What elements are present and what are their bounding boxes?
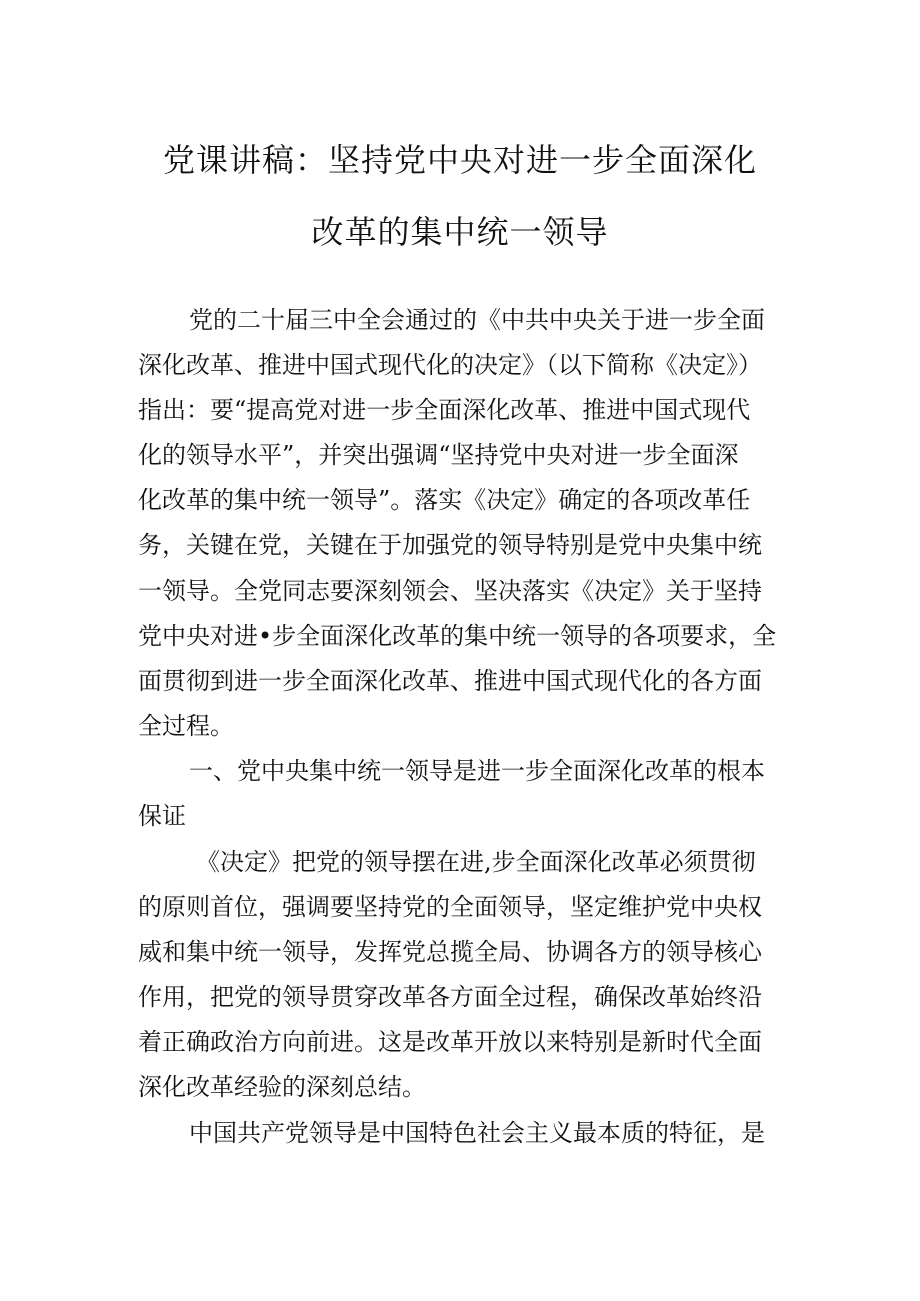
document-title-line-2: 改革的集中统一领导 <box>311 213 609 251</box>
document-title-line-1: 党课讲稿：坚持党中央对进一步全面深化 <box>162 141 757 179</box>
paragraph-line: 化的领导水平”，并突出强调“坚持党中央对进一步全面深 <box>138 441 739 469</box>
paragraph-line: 全过程。 <box>138 712 234 740</box>
paragraph-line: 中国共产党领导是中国特色社会主义最本质的特征，是 <box>189 1119 765 1147</box>
paragraph-line: 化改革的集中统一领导”。落实《决定》确定的各项改革任 <box>138 486 751 514</box>
section-heading-line: 保证 <box>138 802 186 830</box>
paragraph-line: 党的二十届三中全会通过的《中共中央关于进一步全面 <box>189 306 765 334</box>
paragraph-line: 指出：要“提高党对进一步全面深化改革、推进中国式现代 <box>138 396 751 424</box>
paragraph-line: 威和集中统一领导，发挥党总揽全局、协调各方的领导核心 <box>138 938 762 966</box>
section-heading-line: 一、党中央集中统一领导是进一步全面深化改革的根本 <box>189 757 765 785</box>
paragraph-line: 作用，把党的领导贯穿改革各方面全过程，确保改革始终沿 <box>138 983 762 1011</box>
paragraph-line: 党中央对进•步全面深化改革的集中统一领导的各项要求，全 <box>138 622 777 650</box>
paragraph-line: 深化改革经验的深刻总结。 <box>138 1073 426 1101</box>
paragraph-line: 着正确政治方向前进。这是改革开放以来特别是新时代全面 <box>138 1028 762 1056</box>
paragraph-line: 深化改革、推进中国式现代化的决定》（以下简称《决定》） <box>138 351 762 379</box>
paragraph-line: 《决定》把党的领导摆在进,步全面深化改革必须贯彻 <box>196 848 756 876</box>
paragraph-line: 的原则首位，强调要坚持党的全面领导，坚定维护党中央权 <box>138 893 762 921</box>
paragraph-line: 面贯彻到进一步全面深化改革、推进中国式现代化的各方面 <box>138 667 762 695</box>
paragraph-line: 一领导。全党同志要深刻领会、坚决落实《决定》关于坚持 <box>138 577 762 605</box>
paragraph-line: 务，关键在党，关键在于加强党的领导特别是党中央集中统 <box>138 531 762 559</box>
